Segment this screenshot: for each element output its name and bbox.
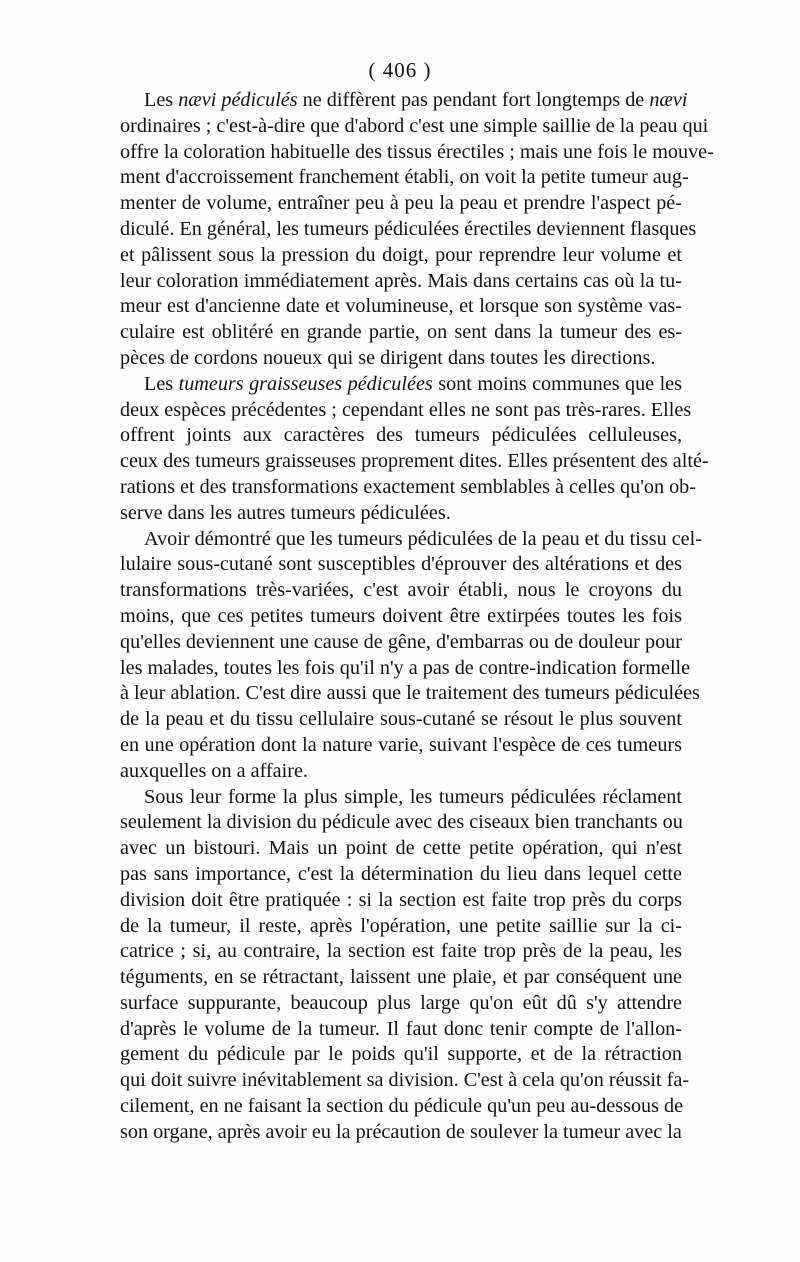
text-line — [120, 527, 702, 553]
text-run: seulement la division du pédicule avec des ciseaux bien tranchants ou — [120, 811, 683, 834]
italic-term: nævi — [649, 89, 688, 111]
text-line — [120, 810, 682, 836]
text-line — [120, 475, 696, 501]
text-run: diculé. En général, les tumeurs pédiculées érectiles deviennent flasques — [120, 217, 697, 240]
text-run: sont moins communes que les — [432, 372, 682, 395]
paragraph — [120, 372, 709, 527]
text-line — [120, 578, 682, 604]
text-line — [120, 1017, 682, 1043]
text-run: avec un bistouri. Mais un point de cette petite opération, qui n'est — [120, 837, 682, 860]
text-line — [120, 1068, 690, 1094]
text-run: division doit être pratiquée : si la section est faite trop près du corps — [120, 888, 682, 911]
text-run: Sous leur forme la plus simple, les tumeurs pédiculées réclament — [144, 785, 682, 808]
text-line — [120, 165, 689, 191]
text-run: ordinaires ; c'est-à-dire que d'abord c'est une simple saillie de la peau qui — [120, 114, 709, 137]
text-run: moins, que ces petites tumeurs doivent être extirpées toutes les fois — [120, 604, 682, 627]
text-line — [120, 140, 714, 166]
text-line — [120, 320, 682, 346]
text-line — [120, 243, 682, 269]
text-run: gement du pédicule par le poids qu'il supporte, et de la rétraction — [120, 1043, 682, 1066]
text-line — [120, 862, 682, 888]
text-line — [120, 759, 682, 785]
text-run: d'après le volume de la tumeur. Il faut donc tenir compte de l'allon- — [120, 1017, 682, 1040]
text-run: offre la coloration habituelle des tissus érectiles ; mais une fois le mouve- — [120, 140, 714, 163]
text-line — [120, 217, 697, 243]
text-run: ment d'accroissement franchement établi, on voit la petite tumeur aug- — [120, 166, 689, 189]
text-run: lulaire sous-cutané sont susceptibles d'éprouver des altérations et des — [120, 553, 682, 576]
text-run: qu'elles deviennent une cause de gêne, d'embarras ou de douleur pour — [120, 630, 682, 653]
paragraph — [120, 527, 702, 785]
text-run: de la peau et du tissu cellulaire sous-cutané se résout le plus souvent — [120, 708, 682, 731]
text-run: catrice ; si, au contraire, la section est faite trop près de la peau, les — [120, 940, 682, 963]
text-line — [120, 888, 682, 914]
text-line — [120, 1042, 682, 1068]
text-line — [120, 114, 709, 140]
text-line — [120, 552, 682, 578]
text-run: rations et des transformations exactement semblables à celles qu'on ob- — [120, 475, 696, 498]
text-line — [120, 991, 682, 1017]
text-run: et pâlissent sous la pression du doigt, pour reprendre leur volume et — [120, 243, 682, 266]
text-run: menter de volume, entraîner peu à peu la peau et prendre l'aspect pé- — [120, 192, 682, 215]
text-run: transformations très-variées, c'est avoir établi, nous le croyons du — [120, 579, 682, 602]
text-run: les malades, toutes les fois qu'il n'y a pas de contre-indication formelle — [120, 656, 691, 679]
body-text — [120, 88, 714, 1146]
text-line — [120, 1120, 682, 1146]
text-run: offrent joints aux caractères des tumeurs pédiculées celluleuses, — [120, 424, 682, 447]
text-line — [120, 398, 692, 424]
text-line — [120, 501, 682, 527]
text-line — [120, 191, 682, 217]
text-run: Les — [144, 372, 179, 395]
text-line — [120, 733, 682, 759]
text-line — [120, 681, 700, 707]
italic-term: nævi pédiculés — [178, 89, 298, 111]
text-line — [120, 449, 709, 475]
text-line — [120, 939, 682, 965]
text-line — [120, 707, 682, 733]
text-line — [120, 294, 682, 320]
text-run: culaire est oblitéré en grande partie, on sent dans la tumeur des es- — [120, 321, 682, 344]
text-line — [120, 1094, 682, 1120]
text-run: leur coloration immédiatement après. Mais dans certains cas où la tu- — [120, 269, 682, 292]
text-line — [120, 346, 682, 372]
text-run: qui doit suivre inévitablement sa division. C'est à cela qu'on réussit fa- — [120, 1069, 690, 1092]
text-run: ne diffèrent pas pendant fort longtemps de — [297, 89, 650, 111]
text-line — [120, 785, 682, 811]
text-line — [120, 965, 682, 991]
text-run: auxquelles on a affaire. — [120, 759, 308, 782]
text-run: meur est d'ancienne date et volumineuse, et lorsque son système vas- — [120, 295, 682, 318]
text-line — [120, 914, 682, 940]
text-line — [120, 372, 682, 398]
text-run: ceux des tumeurs graisseuses proprement dites. Elles présentent des alté- — [120, 450, 709, 473]
text-run: Avoir démontré que les tumeurs pédiculées de la peau et du tissu cel- — [144, 527, 702, 550]
text-run: en une opération dont la nature varie, suivant l'espèce de ces tumeurs — [120, 733, 682, 756]
paragraph — [120, 88, 714, 372]
text-line — [120, 269, 682, 295]
text-run: son organe, après avoir eu la précaution de soulever la tumeur avec la — [120, 1120, 682, 1143]
text-run: pas sans importance, c'est la détermination du lieu dans lequel cette — [120, 862, 682, 885]
text-line — [120, 836, 682, 862]
text-run: serve dans les autres tumeurs pédiculées. — [120, 501, 451, 524]
text-line — [120, 630, 682, 656]
text-line — [120, 423, 682, 449]
text-run: cilement, en ne faisant la section du pédicule qu'un peu au-dessous de — [120, 1095, 684, 1118]
italic-term: tumeurs graisseuses pédiculées — [178, 372, 433, 395]
paragraph — [120, 785, 690, 1146]
text-run: de la tumeur, il reste, après l'opération, une petite saillie sur la ci- — [120, 914, 682, 937]
text-run: Les — [144, 89, 179, 111]
text-run: deux espèces précédentes ; cependant elles ne sont pas très-rares. Elles — [120, 398, 692, 421]
text-run: téguments, en se rétractant, laissent une plaie, et par conséquent une — [120, 966, 682, 989]
text-line — [120, 604, 682, 630]
page-number: ( 406 ) — [368, 58, 432, 82]
text-line — [120, 88, 688, 114]
text-run: surface suppurante, beaucoup plus large qu'on eût dû s'y attendre — [120, 991, 682, 1014]
text-line — [120, 656, 691, 682]
text-run: à leur ablation. C'est dire aussi que le traitement des tumeurs pédiculées — [120, 682, 700, 705]
text-run: pèces de cordons noueux qui se dirigent dans toutes les directions. — [120, 346, 656, 369]
